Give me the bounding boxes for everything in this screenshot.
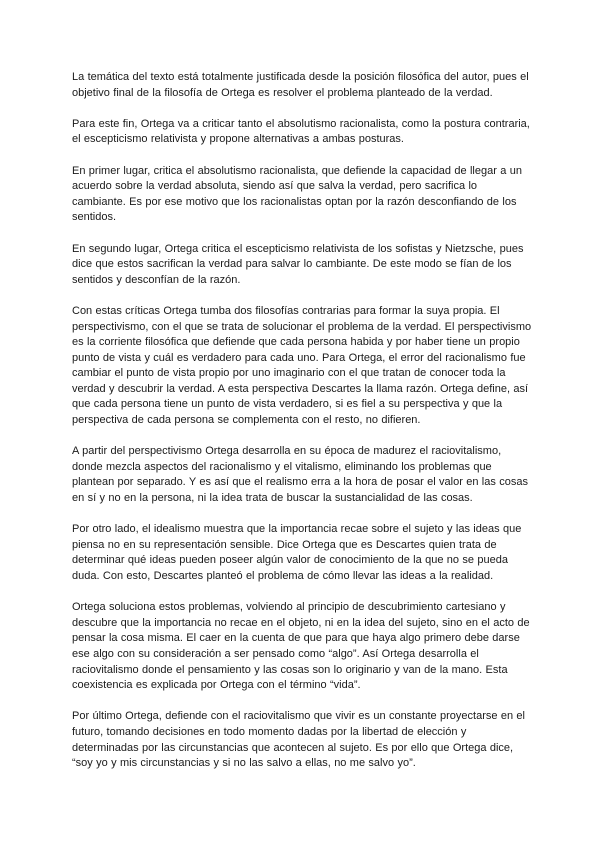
- paragraph-2: Para este fin, Ortega va a criticar tanto el absolutismo racionalista, como la postura contraria, el escepticismo relativista y propone alternativas a ambas posturas.: [72, 117, 530, 146]
- paragraph-9: Por último Ortega, defiende con el raciovitalismo que vivir es un constante proyectarse en el futuro, tomando decisiones en todo momento dadas por la libertad de elección y determinadas por las circunstancias que acontecen al sujeto. Es por ello que Ortega dice, “soy yo y mis circunstancias y si no las salvo a ellas, no me salvo yo”.: [72, 710, 525, 770]
- paragraph-3: En primer lugar, critica el absolutismo racionalista, que defiende la capacidad de llegar a un acuerdo sobre la verdad absoluta, siendo así que salva la verdad, pero sacrifica lo cambiante. Es por ese motivo que los racionalistas optan por la razón desconfiando de los sentidos.: [72, 164, 522, 224]
- paragraph-5: Con estas críticas Ortega tumba dos filosofías contrarias para formar la suya propia. El perspectivismo, con el que se trata de solucionar el problema de la verdad. El perspectivismo es la corriente filosófica que defiende que cada persona habida y por haber tiene un propio punto de vista y cuál es verdadero para cada uno. Para Ortega, el error del racionalismo fue cambiar el punto de vista propio por uno imaginario con el que tratan de conocer toda la verdad y descubrir la verdad. A esta perspectiva Descartes la llama razón. Ortega define, así que cada persona tiene un punto de vista verdadero, si es fiel a su perspectiva y que la perspectiva de cada persona se complementa con el resto, no difieren.: [72, 304, 532, 427]
- document-body: [72, 70, 534, 787]
- paragraph-8: Ortega soluciona estos problemas, volviendo al principio de descubrimiento cartesiano y descubre que la importancia no recae en el objeto, ni en la idea del sujeto, sino en el acto de pensar la cosa misma. El caer en la cuenta de que para que haya algo primero debe darse ese algo con su consideración a ser pensado como “algo”. Así Ortega desarrolla el raciovitalismo donde el pensamiento y las cosas son lo originario y van de la mano. Esta coexistencia es explicada por Ortega con el término “vida”.: [72, 601, 530, 692]
- paragraph-4: En segundo lugar, Ortega critica el escepticismo relativista de los sofistas y Nietzsche, pues dice que estos sacrifican la verdad para salvar lo cambiante. De este modo se fían de los sentidos y desconfían de la razón.: [72, 242, 524, 286]
- paragraph-7: Por otro lado, el idealismo muestra que la importancia recae sobre el sujeto y las ideas que piensa no en su representación sensible. Dice Ortega que es Descartes quien trata de determinar qué ideas pueden poseer algún valor de conocimiento de la que no se pueda duda. Con esto, Descartes planteó el problema de cómo llevar las ideas a la realidad.: [72, 523, 522, 582]
- paragraph-1: La temática del texto está totalmente justificada desde la posición filosófica del autor, pues el objetivo final de la filosofía de Ortega es resolver el problema planteado de la verdad.: [72, 71, 529, 99]
- paragraph-6: A partir del perspectivismo Ortega desarrolla en su época de madurez el raciovitalismo, donde mezcla aspectos del racionalismo y el vitalismo, eliminando los problemas que plantean por separado. Y es así que el realismo erra a la hora de posar el valor en las cosas en sí y no en la persona, ni la idea trata de buscar la sustancialidad de las cosas.: [72, 445, 528, 505]
